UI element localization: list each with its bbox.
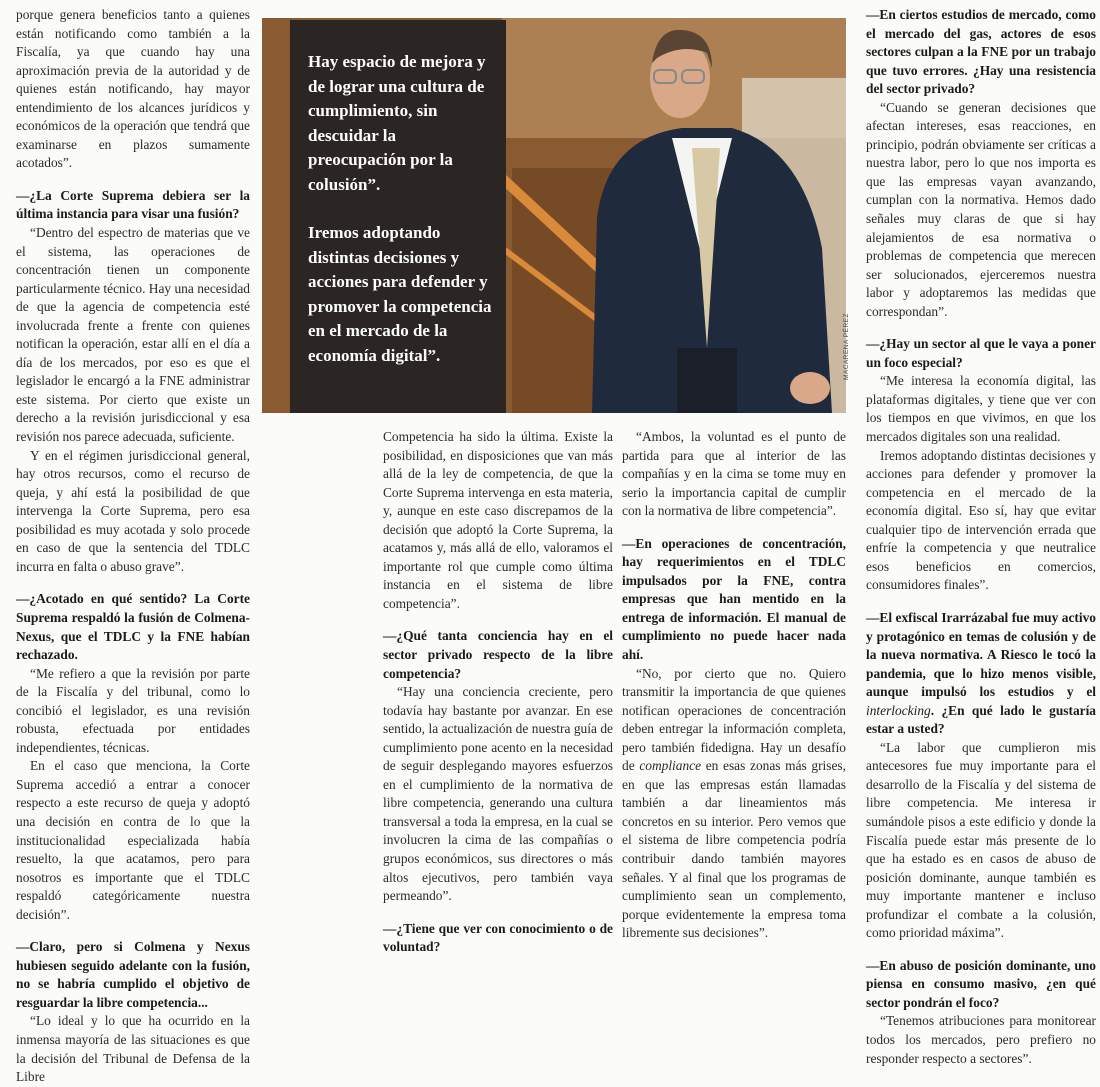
pull-quote <box>290 20 506 413</box>
paragraph: “Hay una conciencia creciente, pero todavía hay bastante por avanzar. En ese sentido, la actualización de nuestra guía de cumplimiento pone acento en la necesidad de seguir desplegando mayores esfuerzos en el cumplimiento de la normativa de libre competencia, generando una cultura transversal a toda la empresa, en la cual se involucren la cima de las compañías o grupos económicos, sus directores o más altos ejecutivos, pero también vaya permeando”. <box>383 684 613 904</box>
interview-question: —¿Tiene que ver con conocimiento o de voluntad? <box>383 920 613 955</box>
paragraph: “Cuando se generan decisiones que afectan intereses, esas reacciones, en principio, podrán obviamente ser críticas a nuestra labor, pero lo que nos importa es que las empresas vayan avanzando, cumplan con la normativa. Hemos dado señales muy claras de que si hay alejamientos de esa normativa o problemas de competencia que merecen ser solucionados, ejerceremos nuestra labor y adoptaremos las medidas que correspondan”. <box>866 99 1096 319</box>
italic-term: compliance <box>639 758 702 774</box>
interview-question: —En abuso de posición dominante, uno piensa en consumo masivo, ¿en qué sector pondrán el foco? <box>866 957 1096 1010</box>
interview-question: —En operaciones de concentración, hay requerimientos en el TDLC impulsados por la FNE, contra empresas que han mentido en la entrega de información. El manual de cumplimiento no puede hacer nada ahí. <box>622 535 846 663</box>
interview-question: —¿La Corte Suprema debiera ser la última instancia para visar una fusión? <box>16 187 250 222</box>
paragraph: “Ambos, la voluntad es el punto de partida para que al interior de las compañías y en la cima se tome muy en serio la importancia capital de cumplir con la normativa de libre competencia”. <box>622 429 846 519</box>
paragraph: “La labor que cumplieron mis antecesores fue muy importante para el desarrollo de la Fiscalía y del sistema de libre competencia. Me interesa ir sumándole pisos a este edificio y donde la Fiscalía puede estar más presente de lo que ha estado es en casos de abuso de posición dominante, aunque también es muy importante mantener e incluso profundizar el combate a la colusión, como prioridad máxima”. <box>866 739 1096 941</box>
interview-question: —¿Acotado en qué sentido? La Corte Suprema respaldó la fusión de Colmena-Nexus, que el TDLC y la FNE habían rechazado. <box>16 591 250 663</box>
paragraph: “Dentro del espectro de materias que ve el sistema, las operaciones de concentración tienen un componente particularmente técnico. Hay una necesidad de que la agencia de competencia esté involucrada frente a frente con quienes notifican la operación, estar allí en el día a día de los mercados, por eso es que el legislador le encargó a la FNE administrar este sistema. Por cierto que existe un derecho a la revisión jurisdiccional y esa revisión nos parece adecuada, suficiente. <box>16 225 250 445</box>
paragraph: “Me interesa la economía digital, las plataformas digitales, y tiene que ver con los tiempos en que vivimos, en que los mercados digitales son una realidad. <box>866 373 1096 445</box>
article-column-4 <box>866 6 1096 1068</box>
article-column-2 <box>383 428 613 957</box>
paragraph: porque genera beneficios tanto a quienes están notificando como también a la Fiscalía, ya que cuando hay una aproximación previa de la autoridad y de quienes están notificando, hay mayor entendimiento de los alcances jurídicos y económicos de la operación que tendrá que examinarse en plazos sumamente acotados”. <box>16 7 250 171</box>
pull-quote-text: Hay espacio de mejora y de lograr una cultura de cumplimiento, sin descuidar la preocupación por la colusión”. <box>308 52 486 194</box>
text: en esas zonas más grises, en que las empresas están llamadas también a dar lineamientos más concretos en su interior. Pero vemos que el sistema de libre competencia podría contribuir dando también mayores señales. Y al final que los programas de cumplimiento sean un complemento, porque evidentemente la empresa toma libremente sus decisiones”. <box>622 758 846 941</box>
interview-question <box>866 609 1096 739</box>
paragraph: “Tenemos atribuciones para monitorear todos los mercados, pero prefiero no responder respecto a sectores”. <box>866 1013 1096 1066</box>
italic-term: interlocking <box>866 702 931 718</box>
paragraph: Iremos adoptando distintas decisiones y acciones para defender y promover la competencia en el mercado de la economía digital. Eso sí, hay que evitar cualquier tipo de intervención errada que enfríe la competencia y que neutralice esos beneficios en comercios, consumidores finales”. <box>866 447 1096 593</box>
paragraph: Y en el régimen jurisdiccional general, hay otros recursos, como el recurso de queja, y ahí está la posibilidad de que intervenga la Corte Suprema, pero esa posibilidad es muy acotada y solo procede en caso de que la sentencia del TDLC incurra en falta o abuso grave”. <box>16 447 250 574</box>
paragraph: “Me refiero a que la revisión por parte de la Fiscalía y del tribunal, como lo concibió el legislador, es una revisión robusta, efectuada por entidades independientes, técnicas. <box>16 665 250 755</box>
interview-question: —En ciertos estudios de mercado, como el mercado del gas, actores de esos sectores culpan a la FNE por un trabajo que tuvo errores. ¿Hay una resistencia del sector privado? <box>866 7 1096 97</box>
article-column-1 <box>16 6 250 1087</box>
text: “No, por cierto que no. Quiero transmitir la importancia de que quienes notifican operaciones de concentración deben entregar la información completa, pero también fidedigna. Hay un desafío de <box>622 665 846 774</box>
paragraph: Competencia ha sido la última. Existe la posibilidad, en disposiciones que van más allá de la ley de competencia, de que la Corte Suprema intervenga en esta materia, y, aunque en este caso discrepamos de la decisión que adoptó la Corte Suprema, la acatamos y, más allá de ello, valoramos el importante rol que cumple como última instancia en el sistema de libre competencia”. <box>383 429 613 611</box>
text: —El exfiscal Irarrázabal fue muy activo y protagónico en temas de colusión y de la nueva normativa. A Riesco le tocó la pandemia, que lo hizo menos visible, aunque impulsó los estudios y el <box>866 609 1096 700</box>
pull-quote-text: Iremos adoptando distintas decisiones y acciones para defender y promover la competencia en el mercado de la economía digital”. <box>308 223 492 365</box>
interview-question: —¿Hay un sector al que le vaya a poner un foco especial? <box>866 336 1096 370</box>
photo-credit: MACARENA PÉREZ <box>843 313 850 380</box>
interview-question: —Claro, pero si Colmena y Nexus hubiesen seguido adelante con la fusión, no se habría cumplido el objetivo de resguardar la libre competencia... <box>16 939 250 1010</box>
paragraph: En el caso que menciona, la Corte Suprema accedió a entrar a conocer respecto a este recurso de queja y adoptó una decisión en contra de lo que la institucionalidad especializada había resuelto, la que acatamos, pero para nosotros es importante que el TDLC respaldó categóricamente nuestra decisión”. <box>16 758 250 922</box>
paragraph <box>622 665 846 943</box>
text: . ¿En qué lado le gustaría estar a usted? <box>866 702 1096 737</box>
paragraph: “Lo ideal y lo que ha ocurrido en la inmensa mayoría de las situaciones es que la decisión del Tribunal de Defensa de la Libre <box>16 1013 250 1085</box>
interview-question: —¿Qué tanta conciencia hay en el sector privado respecto de la libre competencia? <box>383 628 613 681</box>
article-column-3 <box>622 428 846 943</box>
